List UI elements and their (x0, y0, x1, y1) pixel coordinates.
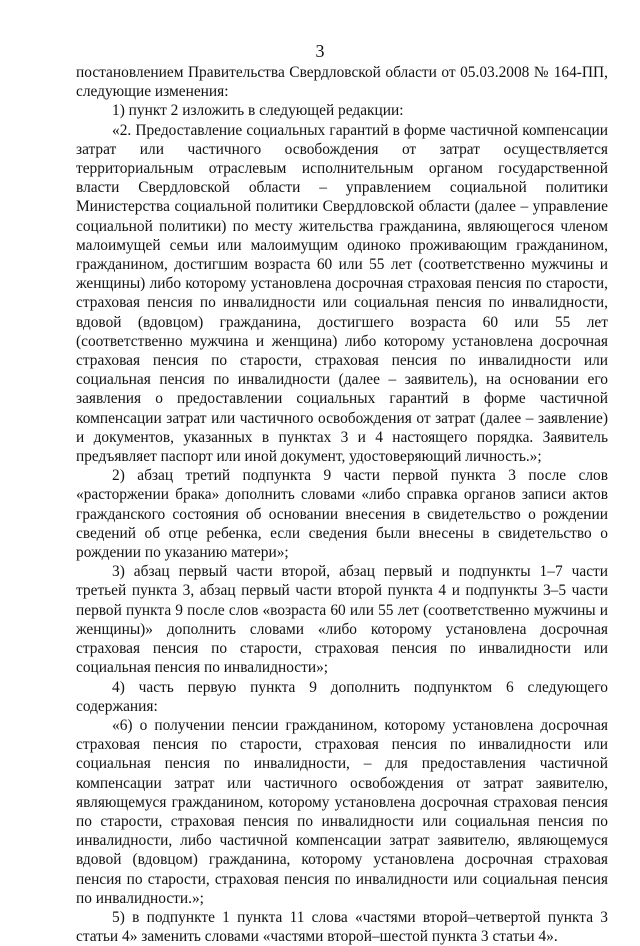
paragraph-item-5: 5) в подпункте 1 пункта 11 слова «частями второй–четвертой пункта 3 статьи 4» заменить словами «частями второй–шестой пункта 3 статьи 4». (76, 908, 608, 946)
paragraph-item-1: 1) пункт 2 изложить в следующей редакции: (112, 102, 404, 120)
page-number: 3 (315, 41, 325, 61)
paragraph-quoted-point-2: «2. Предоставление социальных гарантий в форме частичной компенсации затрат или частичного освобождения от затрат осуществляется территориальным отраслевым исполнительным органом государственной власти Свердловской области – управлением социальной политики Министерства социальной политики Свердловской области (далее – управление социальной политики) по месту жительства гражданина, являющегося членом малоимущей семьи или малоимущим одиноко проживающим гражданином, гражданином, достигшим возраста 60 или 55 лет (соответственно мужчины и женщины) либо которому установлена досрочная страховая пенсия по старости, страховая пенсия по инвалидности или социальная пенсия по инвалидности, вдовой (вдовцом) гражданина, достигшего возраста 60 или 55 лет (соответственно мужчина и женщина) либо которому установлена досрочная страховая пенсия по старости, страховая пенсия по инвалидности или социальная пенсия по инвалидности (далее – заявитель), на основании его заявления о предоставлении социальных гарантий в форме частичной компенсации затрат или частичного освобождения от затрат (далее – заявление) и документов, указанных в пунктах 3 и 4 настоящего порядка. Заявитель предъявляет паспорт или иной документ, удостоверяющий личность.»; (76, 121, 608, 466)
paragraph-item-3: 3) абзац первый части второй, абзац первый и подпункты 1–7 части третьей пункта 3, абзац первый части второй пункта 4 и подпункты 3–5 части первой пункта 9 после слов «возраста 60 или 55 лет (соответственно мужчины и женщины)» дополнить словами «либо которому установлена досрочная страховая пенсия по старости, страховая пенсия по инвалидности или социальная пенсия по инвалидности»; (76, 563, 608, 677)
paragraph-continuation: постановлением Правительства Свердловской области от 05.03.2008 № 164-ПП, следующие изменения: (76, 64, 608, 101)
paragraph-quoted-subitem-6: «6) о получении пенсии гражданином, которому установлена досрочная страховая пенсия по старости, страховая пенсия по инвалидности или социальная пенсия по инвалидности, – для предоставления частичной компенсации затрат или частичного освобождения от затрат заявителю, являющемуся гражданином, которому установлена досрочная страховая пенсия по старости, страховая пенсия по инвалидности или социальная пенсия по инвалидности, либо частичной компенсации затрат заявителю, являющемуся вдовой (вдовцом) гражданина, которому установлена досрочная страховая пенсия по старости, страховая пенсия по инвалидности или социальная пенсия по инвалидности.»; (76, 716, 608, 907)
paragraph-item-2: 2) абзац третий подпункта 9 части первой пункта 3 после слов «расторжении брака» дополнить словами «либо справка органов записи актов гражданского состояния об основании внесения в свидетельство о рождении сведений об отце ребенка, если сведения были внесены в свидетельство о рождении по указанию матери»; (76, 467, 608, 562)
document-body (76, 63, 608, 946)
paragraph-item-4: 4) часть первую пункта 9 дополнить подпунктом 6 следующего содержания: (76, 678, 608, 715)
